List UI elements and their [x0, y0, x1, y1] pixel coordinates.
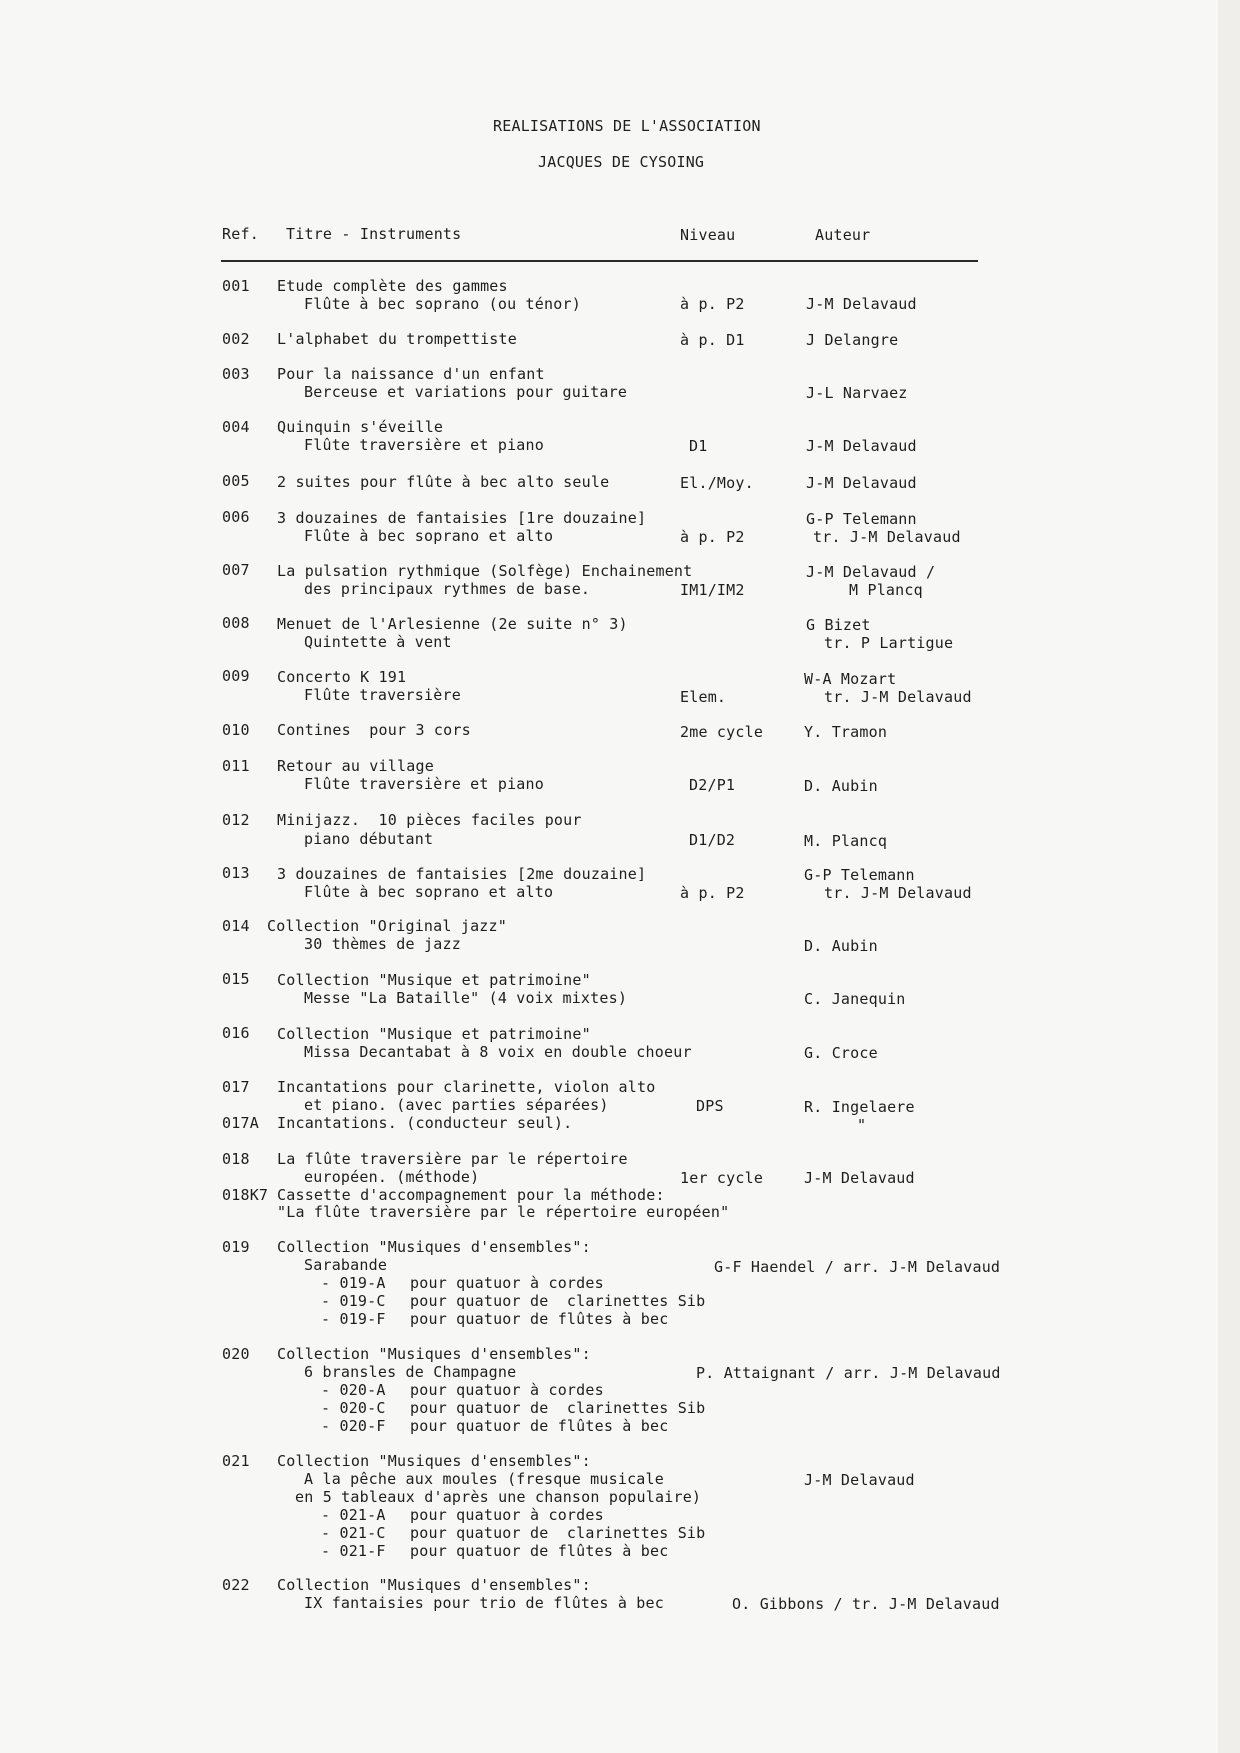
entry-instruments: "La flûte traversière par le répertoire européen" — [277, 1203, 730, 1221]
entry-ref: 009 — [222, 667, 250, 685]
entry-niveau: à p. D1 — [680, 331, 745, 349]
entry-ref: 017 — [222, 1078, 250, 1096]
item-code: - 021-F — [321, 1542, 386, 1560]
entry-instruments: Flûte à bec soprano et alto — [304, 883, 554, 901]
entry-title: Cassette d'accompagnement pour la méthode: — [277, 1186, 665, 1204]
entry-ref: 008 — [222, 614, 250, 632]
entry-subtitle: A la pêche aux moules (fresque musicale — [304, 1470, 664, 1488]
entry-auteur: J-L Narvaez — [806, 384, 908, 402]
entry-title: Etude complète des gammes — [277, 277, 508, 295]
entry-instruments: Messe "La Bataille" (4 voix mixtes) — [304, 989, 628, 1007]
item-desc: pour quatuor de flûtes à bec — [410, 1542, 669, 1560]
header-rule — [221, 260, 978, 262]
entry-ref: 018K7 — [222, 1186, 269, 1204]
item-code: - 020-F — [321, 1417, 386, 1435]
entry-instruments: et piano. (avec parties séparées) — [304, 1096, 609, 1114]
entry-title: 3 douzaines de fantaisies [2me douzaine] — [277, 865, 647, 883]
entry-title: Minijazz. 10 pièces faciles pour — [277, 811, 582, 829]
entry-auteur: G Bizet — [806, 616, 871, 634]
entry-title: Retour au village — [277, 757, 434, 775]
item-code: - 019-F — [321, 1310, 386, 1328]
entry-niveau: Elem. — [680, 688, 727, 706]
title-line-1: REALISATIONS DE L'ASSOCIATION — [493, 117, 761, 135]
entry-title: 2 suites pour flûte à bec alto seule — [277, 473, 610, 491]
entry-ref: 021 — [222, 1452, 250, 1470]
header-ref: Ref. — [222, 225, 259, 243]
entry-auteur-2: tr. J-M Delavaud — [824, 688, 972, 706]
item-code: - 020-C — [321, 1399, 386, 1417]
entry-title: Collection "Musiques d'ensembles": — [277, 1238, 591, 1256]
entry-niveau: D1/D2 — [689, 831, 736, 849]
entry-auteur: J-M Delavaud — [804, 1471, 915, 1489]
entry-auteur: C. Janequin — [804, 990, 906, 1008]
entry-title: L'alphabet du trompettiste — [277, 330, 517, 348]
entry-auteur: G. Croce — [804, 1044, 878, 1062]
item-desc: pour quatuor de flûtes à bec — [410, 1417, 669, 1435]
entry-ref: 002 — [222, 330, 250, 348]
header-titre: Titre - Instruments — [286, 225, 462, 243]
entry-title: Menuet de l'Arlesienne (2e suite n° 3) — [277, 615, 628, 633]
entry-ref: 019 — [222, 1238, 250, 1256]
entry-auteur: D. Aubin — [804, 777, 878, 795]
title-line-2: JACQUES DE CYSOING — [538, 153, 705, 171]
entry-auteur-2: M Plancq — [849, 581, 923, 599]
entry-title: La pulsation rythmique (Solfège) Enchainement — [277, 562, 693, 580]
entry-auteur-2: tr. J-M Delavaud — [824, 884, 972, 902]
entry-ref: 016 — [222, 1024, 250, 1042]
entry-title: Collection "Original jazz" — [267, 917, 507, 935]
entry-auteur: J-M Delavaud — [804, 1169, 915, 1187]
item-code: - 020-A — [321, 1381, 386, 1399]
entry-niveau: DPS — [696, 1097, 724, 1115]
entry-niveau: à p. P2 — [680, 884, 745, 902]
entry-auteur: " — [857, 1116, 867, 1134]
entry-auteur-2: tr. J-M Delavaud — [813, 528, 961, 546]
entry-title: La flûte traversière par le répertoire — [277, 1150, 628, 1168]
entry-title: Collection "Musiques d'ensembles": — [277, 1576, 591, 1594]
item-code: - 021-C — [321, 1524, 386, 1542]
entry-niveau: 2me cycle — [680, 723, 764, 741]
item-code: - 019-C — [321, 1292, 386, 1310]
entry-subtitle: 6 bransles de Champagne — [304, 1363, 517, 1381]
entry-title: Collection "Musiques d'ensembles": — [277, 1452, 591, 1470]
entry-subtitle: IX fantaisies pour trio de flûtes à bec — [304, 1594, 664, 1612]
entry-auteur: G-P Telemann — [804, 866, 915, 884]
entry-ref: 018 — [222, 1150, 250, 1168]
entry-auteur-2: tr. P Lartigue — [824, 634, 954, 652]
entry-auteur: M. Plancq — [804, 832, 888, 850]
entry-auteur: G-P Telemann — [806, 510, 917, 528]
entry-auteur: J-M Delavaud — [806, 295, 917, 313]
item-desc: pour quatuor de clarinettes Sib — [410, 1524, 706, 1542]
entry-auteur: Y. Tramon — [804, 723, 888, 741]
entry-instruments: Flûte traversière et piano — [304, 436, 544, 454]
entry-ref: 005 — [222, 472, 250, 490]
entry-ref: 013 — [222, 864, 250, 882]
item-code: - 019-A — [321, 1274, 386, 1292]
entry-subtitle: Sarabande — [304, 1256, 388, 1274]
entry-instruments: piano débutant — [304, 830, 434, 848]
entry-title: Collection "Musiques d'ensembles": — [277, 1345, 591, 1363]
item-desc: pour quatuor à cordes — [410, 1381, 604, 1399]
entry-title: Quinquin s'éveille — [277, 418, 444, 436]
entry-niveau: 1er cycle — [680, 1169, 764, 1187]
entry-ref: 004 — [222, 418, 250, 436]
entry-auteur: P. Attaignant / arr. J-M Delavaud — [696, 1364, 1001, 1382]
entry-instruments: Missa Decantabat à 8 voix en double choeur — [304, 1043, 692, 1061]
entry-title: Contines pour 3 cors — [277, 721, 471, 739]
entry-auteur: R. Ingelaere — [804, 1098, 915, 1116]
entry-ref: 015 — [222, 970, 250, 988]
entry-instruments: Flûte traversière — [304, 686, 461, 704]
entry-title: Concerto K 191 — [277, 668, 407, 686]
entry-title: Collection "Musique et patrimoine" — [277, 971, 591, 989]
item-code: - 021-A — [321, 1506, 386, 1524]
entry-title: Pour la naissance d'un enfant — [277, 365, 545, 383]
entry-instruments: Berceuse et variations pour guitare — [304, 383, 628, 401]
entry-auteur: J-M Delavaud — [806, 437, 917, 455]
entry-ref: 020 — [222, 1345, 250, 1363]
entry-instruments: Flûte à bec soprano et alto — [304, 527, 554, 545]
entry-ref: 003 — [222, 365, 250, 383]
item-desc: pour quatuor de clarinettes Sib — [410, 1292, 706, 1310]
entry-ref: 001 — [222, 277, 250, 295]
item-desc: pour quatuor à cordes — [410, 1274, 604, 1292]
entry-ref: 012 — [222, 811, 250, 829]
entry-niveau: IM1/IM2 — [680, 581, 745, 599]
entry-niveau: D2/P1 — [689, 776, 736, 794]
entry-instruments: Flûte traversière et piano — [304, 775, 544, 793]
page-edge-shadow — [1218, 0, 1240, 1753]
entry-auteur: D. Aubin — [804, 937, 878, 955]
entry-auteur: J Delangre — [806, 331, 899, 349]
entry-ref: 006 — [222, 508, 250, 526]
item-desc: pour quatuor de clarinettes Sib — [410, 1399, 706, 1417]
entry-instruments: des principaux rythmes de base. — [304, 580, 591, 598]
entry-ref: 022 — [222, 1576, 250, 1594]
entry-title: Incantations. (conducteur seul). — [277, 1114, 573, 1132]
entry-ref: 017A — [222, 1114, 259, 1132]
header-auteur: Auteur — [815, 226, 871, 244]
entry-ref: 011 — [222, 757, 250, 775]
header-niveau: Niveau — [680, 226, 736, 244]
entry-auteur: J-M Delavaud / — [806, 563, 936, 581]
entry-title: Incantations pour clarinette, violon alto — [277, 1078, 656, 1096]
entry-title: Collection "Musique et patrimoine" — [277, 1025, 591, 1043]
entry-auteur: O. Gibbons / tr. J-M Delavaud — [732, 1595, 1000, 1613]
entry-instruments: européen. (méthode) — [304, 1168, 480, 1186]
entry-ref: 010 — [222, 721, 250, 739]
item-desc: pour quatuor de flûtes à bec — [410, 1310, 669, 1328]
entry-ref: 014 — [222, 917, 250, 935]
entry-niveau: à p. P2 — [680, 295, 745, 313]
entry-subtitle-2: en 5 tableaux d'après une chanson populaire) — [295, 1488, 702, 1506]
entry-ref: 007 — [222, 561, 250, 579]
entry-auteur: J-M Delavaud — [806, 474, 917, 492]
entry-niveau: à p. P2 — [680, 528, 745, 546]
entry-instruments: Flûte à bec soprano (ou ténor) — [304, 295, 581, 313]
entry-instruments: Quintette à vent — [304, 633, 452, 651]
entry-instruments: 30 thèmes de jazz — [304, 935, 461, 953]
entry-auteur: G-F Haendel / arr. J-M Delavaud — [714, 1258, 1001, 1276]
item-desc: pour quatuor à cordes — [410, 1506, 604, 1524]
entry-niveau: D1 — [689, 437, 708, 455]
entry-niveau: El./Moy. — [680, 474, 754, 492]
entry-title: 3 douzaines de fantaisies [1re douzaine] — [277, 509, 647, 527]
entry-auteur: W-A Mozart — [804, 670, 897, 688]
